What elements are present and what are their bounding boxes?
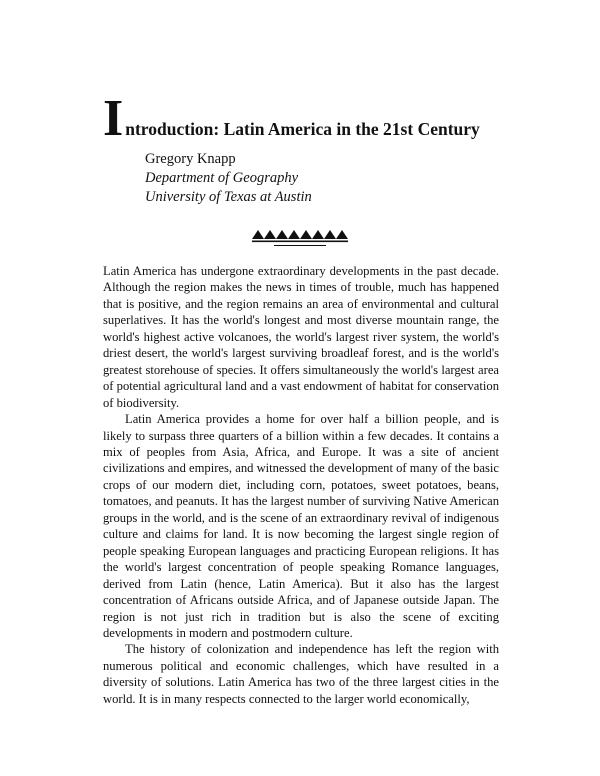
body-text: [103, 263, 499, 707]
paragraph-3: The history of colonization and independence has left the region with numerous political and economic challenges, which have resulted in a diversity of solutions. Latin America has two of the three largest cities in the world. It is in many respects connected to the larger world economically,: [103, 642, 499, 706]
chapter-title: [103, 90, 563, 147]
author-department: Department of Geography: [145, 170, 299, 186]
author-name: Gregory Knapp: [145, 151, 236, 167]
title-text: ntroduction: Latin America in the 21st Century: [125, 119, 480, 139]
paragraph-2: Latin America provides a home for over half a billion people, and is likely to surpass three quarters of a billion within a few decades. It contains a mix of peoples from Asia, Africa, and Europe. It was a site of ancient civilizations and empires, and witnessed the development of many of the basic crops of our modern diet, including corn, potatoes, sweet potatoes, beans, tomatoes, and peanuts. It has the largest number of surviving Native American groups in the world, and is the scene of an extraordinary revival of indigenous culture and claims for land. It is now becoming the largest single region of people speaking European languages and practicing European religions. It has the world's largest concentration of people speaking Romance languages, derived from Latin (hence, Latin America). But it also has the largest concentration of Africans outside Africa, and of Japanese outside Japan. The region is not just rich in tradition but is also the scene of exciting developments in modern and postmodern culture.: [103, 412, 499, 640]
author-university: University of Texas at Austin: [145, 189, 312, 205]
ornament-divider: [252, 226, 348, 248]
author-block: [145, 150, 312, 207]
title-dropcap: I: [103, 90, 124, 147]
paragraph-1: Latin America has undergone extraordinary developments in the past decade. Although the region makes the news in times of trouble, much has happened that is positive, and the region remains an area of environmental and cultural superlatives. It has the world's longest and most diverse mountain range, the world's highest active volcanoes, the world's largest river system, the world's driest desert, the world's largest surviving broadleaf forest, and is the world's greatest storehouse of species. It offers simultaneously the world's largest area of potential agricultural land and a vast endowment of habitat for conservation of biodiversity.: [103, 264, 499, 410]
